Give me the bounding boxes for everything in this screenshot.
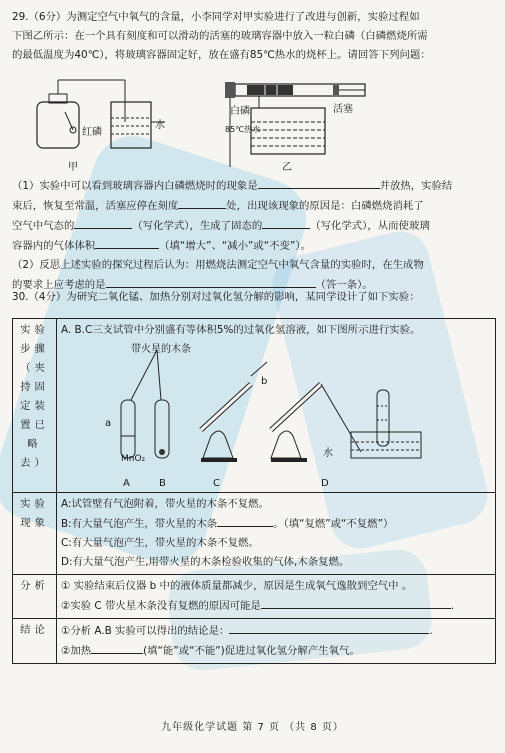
label-water: 水: [155, 120, 165, 131]
q29-s1i: （填“增大”、“减小”或“不变”）。: [159, 240, 311, 252]
answer-blank[interactable]: [217, 514, 273, 527]
label-glowing-stick: 带火星的木条: [131, 344, 191, 355]
q29-line1: 29.（6分）为测定空气中氧气的含量，小李同学对甲实验进行了改进与创新，实验过程如: [12, 11, 420, 23]
label-mno2: MnO₂: [121, 454, 146, 464]
answer-blank[interactable]: [261, 596, 451, 609]
q29-line2: 下图乙所示：在一个具有刻度和可以滑动的活塞的玻璃容器中放入一粒白磷（白磷燃烧所需: [12, 30, 428, 42]
answer-blank[interactable]: [106, 275, 316, 288]
label-white-phosphorus: 白磷: [230, 106, 250, 117]
q29-line3: 的最低温度为40℃），将玻璃容器固定好，放在盛有85℃热水的烧杯上。请回答下列问题：: [12, 49, 431, 61]
label-piston: 活塞: [333, 104, 353, 115]
q29-s1e: 空气中气态的: [12, 220, 75, 232]
question-30-intro: 30.（4分）为研究二氧化锰、加热分别对过氧化氢分解的影响，某同学设计了如下实验：: [12, 291, 420, 303]
label-a: a: [105, 418, 112, 429]
q29-subquestions: [12, 176, 494, 295]
label-water2: 水: [323, 448, 333, 459]
phenomenon-cell: [57, 493, 496, 575]
label-jia: 甲: [68, 162, 78, 173]
q29-s1b: 并放热，实验结: [379, 180, 453, 192]
label-tube-d: D: [321, 478, 329, 489]
steps-text: A. B.C三支试管中分别盛有等体积5%的过氧化氢溶液，如下图所示进行实验。: [61, 324, 421, 336]
conclusion-2: ②加热: [61, 645, 92, 657]
q29-s1d: 处，出现该现象的原因是：白磷燃烧消耗了: [226, 200, 424, 212]
answer-blank[interactable]: [74, 216, 132, 229]
answer-blank[interactable]: [91, 641, 143, 654]
conclusion-1: ①分析 A.B 实验可以得出的结论是：: [61, 625, 230, 637]
phen-b-hint: 。（填“复燃”或“不复燃”）: [273, 518, 394, 530]
answer-blank[interactable]: [258, 176, 380, 189]
experiment-table: [12, 318, 496, 664]
table-row: [13, 575, 496, 619]
label-tube-b: B: [159, 478, 166, 489]
q29-s1g: （写化学式），从而使玻璃: [310, 220, 430, 232]
table-row: [13, 619, 496, 664]
conclusion-2-tail: (填“能”或“不能”)促进过氧化氢分解产生氧气。: [143, 645, 360, 657]
analysis-header: 分析: [13, 575, 57, 619]
table-row: [13, 493, 496, 575]
answer-blank[interactable]: [95, 236, 159, 249]
q29-s2c: （答一条）。: [315, 279, 373, 291]
apparatus-figure: [61, 340, 491, 490]
answer-blank[interactable]: [178, 196, 226, 209]
phen-c: C:有大量气泡产生，带火星的木条不复燃。: [61, 537, 259, 549]
label-red-phosphorus: 红磷: [82, 127, 102, 138]
label-yi: 乙: [282, 162, 292, 173]
phen-a: A:试管壁有气泡附着，带火星的木条不复燃。: [61, 498, 269, 510]
answer-blank[interactable]: [262, 216, 310, 229]
label-tube-c: C: [213, 478, 220, 489]
conclusion-header: 结论: [13, 619, 57, 664]
analysis-1: ① 实验结束后仪器 b 中的液体质量都减少，原因是生成氧气逸散到空气中 。: [61, 580, 413, 592]
q29-s2a: （2）反思上述实验的探究过程后认为：用燃烧法测定空气中氧气含量的实验时，在生成物: [12, 259, 424, 271]
answer-blank[interactable]: [229, 621, 429, 634]
q29-s1f: （写化学式），生成了固态的: [132, 220, 263, 232]
label-hot-water: 85℃热水: [225, 125, 261, 134]
question-29: [12, 8, 494, 65]
q29-s1a: （1）实验中可以看到玻璃容器内白磷燃烧时的现象是: [12, 180, 258, 192]
analysis-2: ②实验 C 带火星木条没有复燃的原因可能是: [61, 600, 261, 612]
page-footer: 九年级化学试题 第 7 页 （共 8 页）: [161, 722, 344, 733]
phenomenon-header: 实验现象: [13, 493, 57, 575]
phen-d: D:有大量气泡产生,用带火星的木条检验收集的气体,木条复燃。: [61, 556, 350, 568]
steps-header: 实验步骤（夹持固定装置已略去）: [13, 319, 57, 493]
figure-jia-yi: [15, 72, 485, 172]
table-row: [13, 319, 496, 493]
conclusion-cell: ①分析 A.B 实验可以得出的结论是： . ②加热 (填“能”或“不能”)促进过氧化氢分解产生氧气。: [57, 619, 496, 664]
analysis-cell: ① 实验结束后仪器 b 中的液体质量都减少，原因是生成氧气逸散到空气中 。 ②实验 C 带火星木条没有复燃的原因可能是 .: [57, 575, 496, 619]
label-b: b: [261, 376, 268, 387]
steps-cell: [57, 319, 496, 493]
q29-s2b: 的要求上应考虑的是: [12, 279, 106, 291]
phen-b: B:有大量气泡产生，带火星的木条: [61, 518, 218, 530]
label-tube-a: A: [123, 478, 130, 489]
q29-s1c: 束后，恢复至常温，活塞应停在刻度: [12, 200, 179, 212]
q29-s1h: 容器内的气体体积: [12, 240, 96, 252]
